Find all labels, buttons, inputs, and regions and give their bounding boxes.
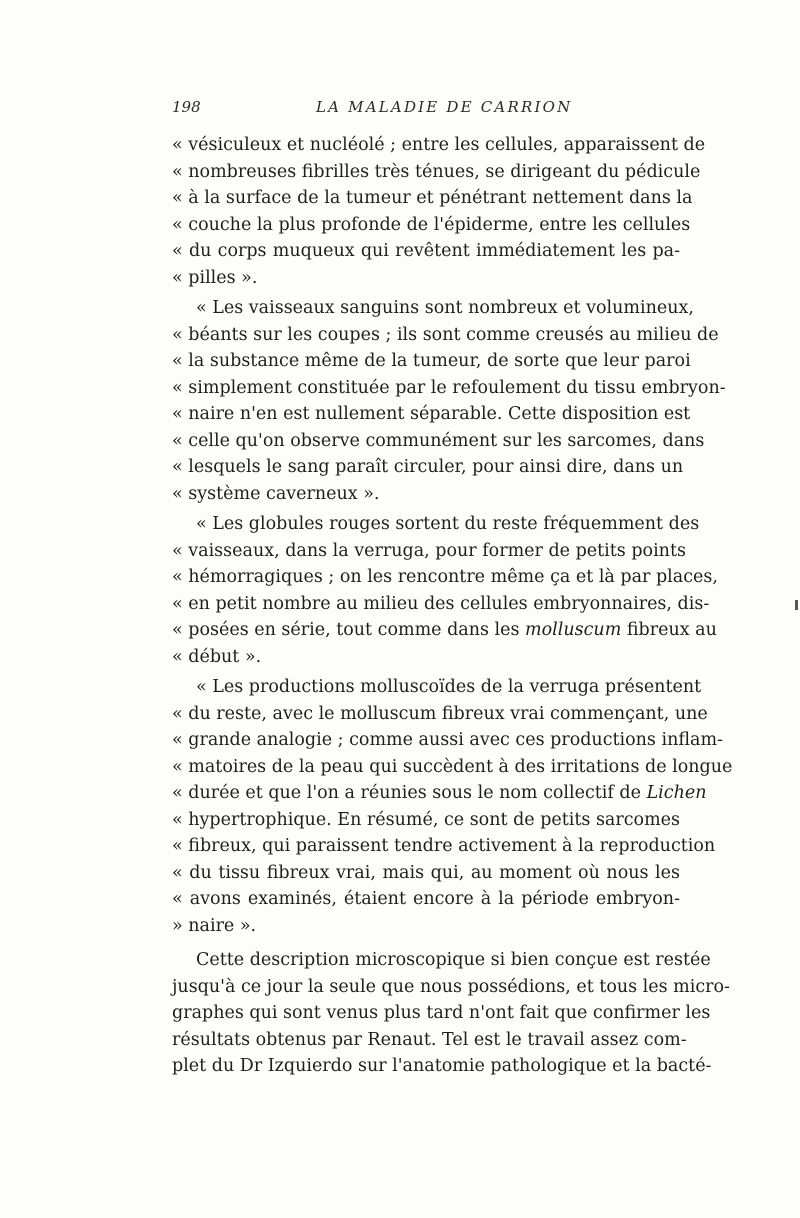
text-line: « à la surface de la tumeur et pénétrant nettement dans la (172, 188, 693, 208)
text-line: « vésiculeux et nucléolé ; entre les cellules, apparaissent de (172, 135, 706, 155)
text-line: « naire n'en est nullement séparable. Cette disposition est (172, 404, 691, 424)
text-line: « début ». (172, 646, 262, 667)
text-line: « celle qu'on observe communément sur les sarcomes, dans (172, 430, 705, 451)
text-line: « du reste, avec le molluscum fibreux vrai commençant, une (172, 703, 708, 724)
scan-edge-mark (795, 600, 798, 610)
text-line-mixed (172, 780, 707, 807)
text-line: jusqu'à ce jour la seule que nous possédions, et tous les micro- (172, 976, 730, 997)
text-line: « simplement constituée par le refoulement du tissu embryon- (172, 377, 726, 398)
text-line-mixed (172, 617, 717, 644)
text-line: « pilles ». (172, 267, 258, 288)
text-line: « béants sur les coupes ; ils sont comme creusés au milieu de (172, 324, 719, 345)
text-line: « hypertrophique. En résumé, ce sont de petits sarcomes (172, 809, 681, 830)
text-line: » naire ». (172, 915, 257, 936)
text-line: « système caverneux ». (172, 483, 380, 504)
text-line: « du corps muqueux qui revêtent immédiatement les pa- (172, 241, 680, 261)
text-line: « nombreuses fibrilles très ténues, se dirigeant du pédicule (172, 161, 701, 182)
text-segment: « durée et que l'on a réunies sous le nom collectif de (172, 783, 647, 803)
text-line: « couche la plus profonde de l'épiderme, entre les cellules (172, 214, 691, 235)
paragraph-1 (172, 132, 706, 291)
text-line: « du tissu fibreux vrai, mais qui, au moment où nous les (172, 862, 680, 883)
paragraph-4 (172, 674, 733, 939)
text-line: « fibreux, qui paraissent tendre activement à la reproduction (172, 836, 716, 856)
italic-term: Lichen (646, 783, 707, 803)
text-segment: « posées en série, tout comme dans les (172, 620, 526, 640)
page-number: 198 (172, 98, 201, 116)
paragraph-5 (172, 947, 730, 1080)
text-line: Cette description microscopique si bien conçue est restée (196, 950, 711, 970)
text-line: graphes qui sont venus plus tard n'ont fait que confirmer les (172, 1003, 711, 1023)
text-line: « Les productions molluscoïdes de la verruga présentent (196, 677, 702, 697)
text-line: « grande analogie ; comme aussi avec ces productions inflam- (172, 730, 723, 750)
text-line: résultats obtenus par Renaut. Tel est le travail assez com- (172, 1029, 687, 1050)
text-line: « la substance même de la tumeur, de sorte que leur paroi (172, 351, 691, 371)
text-line: « avons examinés, étaient encore à la période embryon- (172, 889, 680, 909)
running-title: LA MALADIE DE CARRION (316, 98, 573, 116)
italic-term: molluscum (525, 620, 622, 640)
text-line: « Les globules rouges sortent du reste fréquemment des (196, 514, 700, 534)
paragraph-2 (172, 295, 726, 507)
text-line: « vaisseaux, dans la verruga, pour former de petits points (172, 540, 686, 561)
paragraph-3 (172, 511, 718, 670)
text-line: « Les vaisseaux sanguins sont nombreux et volumineux, (196, 298, 694, 318)
text-line: plet du Dr Izquierdo sur l'anatomie pathologique et la bacté- (172, 1056, 712, 1076)
body-text (172, 132, 733, 1080)
page-header (172, 98, 682, 122)
text-segment: fibreux au (621, 620, 717, 640)
text-line: « hémorragiques ; on les rencontre même ça et là par places, (172, 567, 718, 587)
text-line: « lesquels le sang paraît circuler, pour ainsi dire, dans un (172, 457, 684, 477)
text-line: « matoires de la peau qui succèdent à des irritations de longue (172, 756, 733, 777)
text-line: « en petit nombre au milieu des cellules embryonnaires, dis- (172, 593, 710, 614)
